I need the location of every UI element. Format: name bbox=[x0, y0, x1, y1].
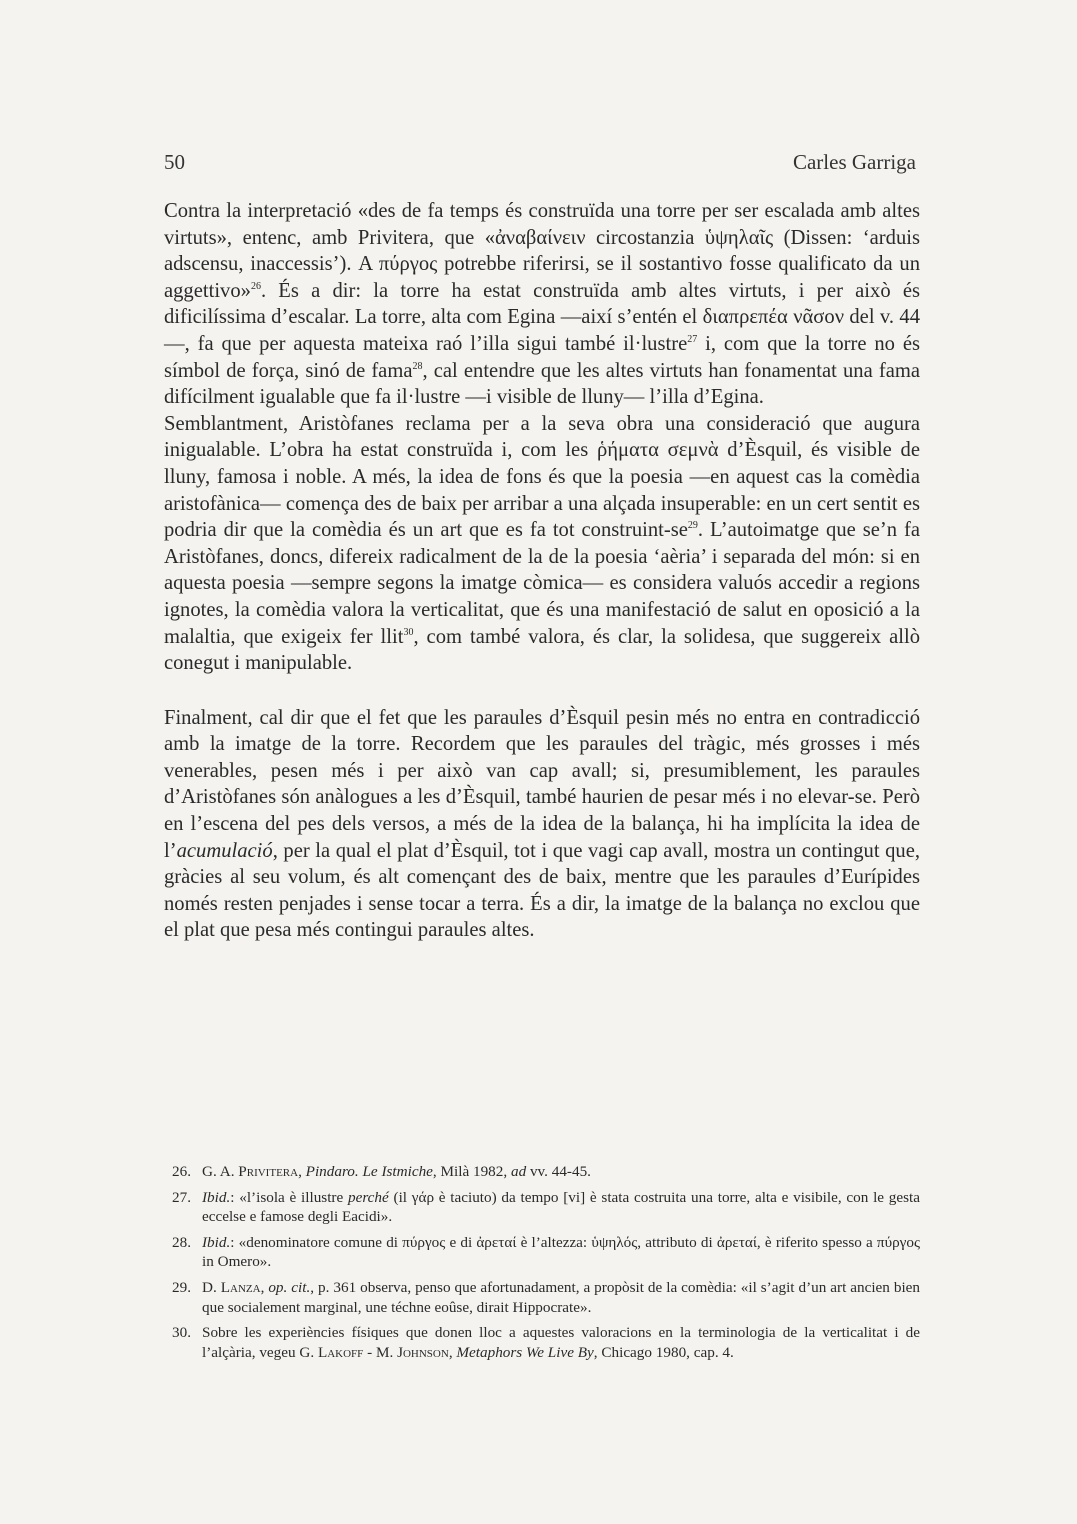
paragraph-3: Finalment, cal dir que el fet que les paraules d’Èsquil pesin més no entra en contradicció amb la imatge de la torre. Recordem que les paraules del tràgic, més grosses i més venerables, pesen més i per això van cap avall; si, presumiblement, les paraules d’Aristòfanes són anàlogues a les d’Èsquil, també haurien de pesar més i no elevar-se. Però en l’escena del pes dels versos, a més de la idea de la balança, hi ha implícita la idea de l’acumulació, per la qual el plat d’Èsquil, tot i que vagi cap avall, mostra un contingut que, gràcies al seu volum, és alt començant des de baix, mentre que les paraules d’Eurípides només resten penjades i sense tocar a terra. És a dir, la imatge de la balança no exclou que el plat que pesa més contingui paraules altes. bbox=[164, 706, 920, 942]
footnote-28: 28. Ibid.: «denominatore comune di πύργος e di ἀρεταί è l’altezza: ὑψηλός, attributo di ἀρεταί, è riferito spesso a πύργος in Omero». bbox=[172, 1233, 920, 1271]
running-head bbox=[164, 150, 916, 175]
footnote-29: 29. D. Lanza, op. cit., p. 361 observa, penso que afortunadament, a propòsit de la comèdia: «il s’agit d’un art ancien bien que socialement marginal, une téchne eoûse, dirait Hippocrate». bbox=[172, 1278, 920, 1316]
footnote-ref-28[interactable]: 28 bbox=[412, 360, 423, 372]
footnote-30: 30. Sobre les experiències físiques que donen lloc a aquestes valoracions en la terminologia de la verticalitat i de l’alçària, vegeu G. Lakoff - M. Johnson, Metaphors We Live By, Chicago 1980, cap. 4. bbox=[172, 1324, 920, 1361]
running-head-author: Carles Garriga bbox=[792, 150, 916, 174]
footnote-ref-29[interactable]: 29 bbox=[687, 520, 698, 532]
paragraph-2: Semblantment, Aristòfanes reclama per a la seva obra una consideració que augura inigualable. L’obra ha estat construïda i, com les ῥήματα σεμνὰ d’Èsquil, és visible de lluny, famosa i noble. A més, la idea de fons és que la poesia —en aquest cas la comèdia aristofànica— comença des de baix per arribar a una alçada insuperable: en un cert sentit es podria dir que la comèdia és un art que es fa tot construint-$se^{29}$. L’autoimatge que se’n fa Aristòfanes, doncs, difereix radicalment de la de la poesia ‘aèria’ i separada del món: si en aquesta poesia —sempre segons la imatge còmica— es considera valuós accedir a regions ignotes, la comèdia valora la verticalitat, que és una manifestació de salut en oposició a la malaltia, que exigeix fer llit$^{30}$, com també valora, és clar, la solidesa, que suggereix allò conegut i manipulable. bbox=[164, 412, 921, 675]
footnote-ref-30[interactable]: 30 bbox=[403, 626, 414, 638]
paragraph-1: Contra la interpretació «des de fa temps és construïda una torre per ser escalada amb altes virtuts», entenc, amb Privitera, que «ἀναβαίνειν circostanzia ὑψηλαῖς (Dissen: ‘arduis adscensu, inaccessis’). A πύργος potrebbe riferirsi, se il sostantivo fosse qualificato da un aggettivo»$^{26}$. És a dir: la torre ha estat construïda amb altes virtuts, i per això és dificilíssima d’escalar. La torre, alta com Egina —així s’entén el διαπρεπέα νᾶσον del v. 44—, fa que per aquesta mateixa raó l’illa sigui també il·lustre$^{27}$ i, com que la torre no és símbol de força, sinó de fama$^{28}$, cal entendre que les altes virtuts han fonamentat una fama difícilment igualable que fa il·lustre —i visible de lluny— l’illa d’Egina. bbox=[164, 200, 921, 409]
page-number: 50 bbox=[164, 150, 185, 174]
footnotes bbox=[172, 1162, 920, 1368]
footnote-ref-26[interactable]: 26 bbox=[250, 280, 261, 292]
footnote-27: 27. Ibid.: «l’isola è illustre perché (il γάρ è taciuto) da tempo [vi] è stata costruita una torre, alta e visibile, con le gesta eccelse e famose degli Eacidi». bbox=[172, 1188, 920, 1226]
footnote-ref-27[interactable]: 27 bbox=[687, 334, 698, 346]
body-text bbox=[164, 198, 920, 944]
footnote-26: 26. G. A. Privitera, Pindaro. Le Istmiche, Milà 1982, ad vv. 44-45. bbox=[172, 1163, 591, 1180]
